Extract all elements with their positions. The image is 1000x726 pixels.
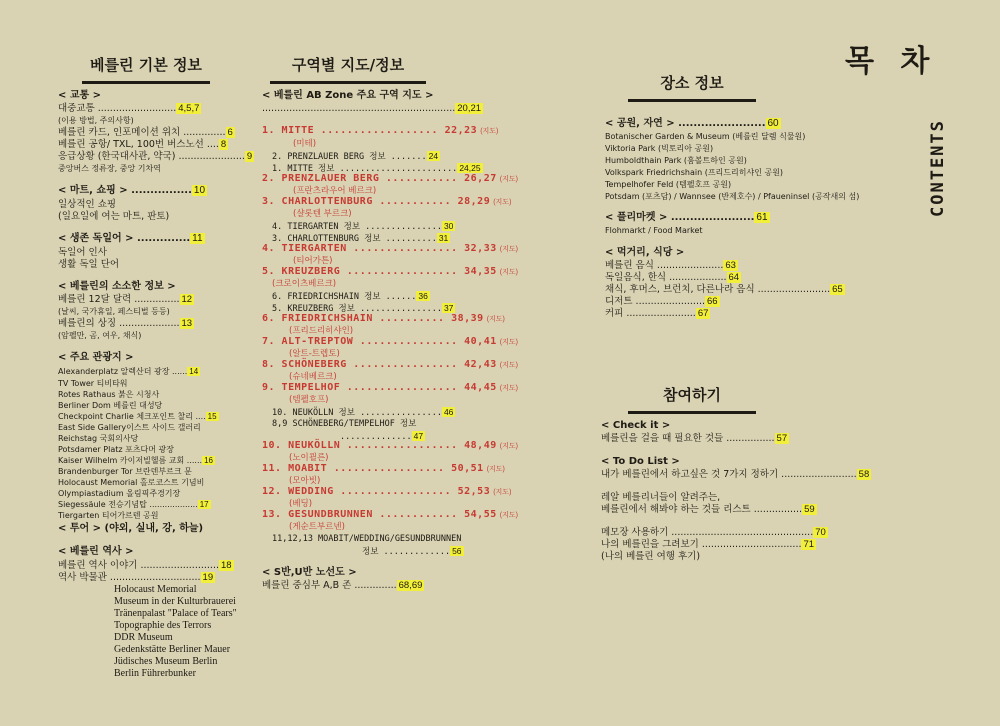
entry-text: (모아빗) [289, 476, 321, 486]
toc-entry [293, 138, 316, 150]
page-number-badge: 65 [832, 284, 843, 295]
map-label: (지도) [493, 489, 512, 496]
toc-entry [601, 492, 720, 504]
page-number-badge: 66 [707, 296, 718, 307]
toc-entry [114, 656, 217, 668]
entry-text: 3. CHARLOTTENBURG ........... 28,29 [262, 196, 491, 207]
map-label: (지도) [499, 443, 518, 450]
entry-text: 13. GESUNDBRUNNEN ............ 54,55 [262, 509, 497, 520]
entry-text: Jüdisches Museum Berlin [114, 656, 218, 667]
entry-text: 메모장 사용하기 ............................................... [601, 527, 814, 538]
entry-text: 베를린의 상징 .................... [58, 318, 180, 329]
toc-entry [289, 521, 345, 533]
heading-underline [628, 411, 756, 414]
entry-text: Viktoria Park (빅토리아 공원) [605, 144, 714, 153]
page-number-badge: 17 [199, 500, 209, 509]
toc-entry [262, 580, 424, 592]
entry-text: Alexanderplatz 알렉산더 광장 ...... [58, 367, 188, 376]
page-number-badge: 19 [202, 572, 214, 583]
entry-text: 베를린 중심부 A,B 존 .............. [262, 580, 397, 591]
entry-text: 독일어 인사 [58, 247, 107, 258]
entry-text: < 먹거리, 식당 > [605, 247, 685, 258]
page-number-badge: 71 [803, 539, 815, 550]
map-label: (지도) [499, 385, 518, 392]
toc-section-title [58, 281, 176, 293]
entry-text: (일요일에 여는 마트, 판토) [58, 211, 170, 222]
entry-text: 6. FRIEDRICHSHAIN .......... 38,39 [262, 313, 484, 324]
toc-entry [58, 366, 200, 378]
toc-entry [272, 418, 416, 430]
entry-text: 1. MITTE 정보 ....................... [272, 164, 458, 174]
entry-text: Topographie des Terrors [114, 620, 212, 631]
entry-text: (베딩) [289, 499, 313, 509]
toc-entry [262, 125, 498, 138]
entry-text: Siegessäule 전승기념탑 ................... [58, 500, 198, 509]
entry-text: 10. NEUKÖLLN ................. 48,49 [262, 440, 497, 451]
entry-text: Holocaust Memorial [114, 584, 197, 595]
page-number-badge: 56 [452, 546, 462, 556]
page-number-badge: 4,5,7 [178, 103, 200, 114]
toc-entry [605, 191, 859, 203]
page-title: 목 차 [845, 44, 938, 79]
toc-entry [293, 208, 352, 220]
entry-text: Holocaust Memorial 홀로코스트 기념비 [58, 478, 205, 487]
page-number-badge: 24,25 [459, 163, 481, 173]
entry-text: 9. TEMPELHOF ................. 44,45 [262, 382, 497, 393]
entry-text: 역사 박물관 .............................. [58, 572, 201, 583]
heading-text: 장소 정보 [660, 74, 724, 92]
toc-entry [58, 151, 254, 163]
page-number-badge: 37 [443, 303, 454, 313]
toc-entry [601, 469, 871, 481]
heading-underline [270, 81, 426, 84]
toc-entry [601, 504, 817, 516]
page-number-badge: 60 [767, 118, 779, 129]
map-label: (지도) [499, 512, 518, 519]
entry-text: Museum in der Kulturbrauerei [114, 596, 236, 607]
toc-section-title [601, 456, 680, 468]
page-number-badge: 8 [220, 139, 227, 150]
entry-text: 베를린을 걸을 때 필요한 것들 ................ [601, 433, 775, 444]
toc-entry [58, 211, 169, 223]
toc-section-title [605, 247, 684, 259]
entry-text: (알트-트렙토) [289, 349, 340, 359]
page-number-badge: 36 [418, 291, 428, 301]
toc-entry [601, 539, 816, 551]
map-label: (지도) [486, 466, 505, 473]
entry-text: (이용 방법, 주의사항) [58, 116, 134, 125]
toc-entry [601, 527, 828, 539]
toc-section-title [58, 523, 203, 535]
entry-text: 3. CHARLOTTENBURG 정보 .......... [272, 234, 437, 244]
map-label: (지도) [499, 269, 518, 276]
entry-text: East Side Gallery이스트 사이드 갤러리 [58, 423, 201, 432]
toc-entry [289, 394, 328, 406]
entry-text: 10. NEUKÖLLN 정보 ................ [272, 408, 442, 418]
toc-entry [114, 620, 211, 632]
toc-entry [601, 433, 789, 445]
toc-entry [58, 306, 170, 318]
entry-text: (날씨, 국가휴일, 페스티벌 등등) [58, 307, 170, 316]
heading-underline [628, 99, 756, 102]
toc-entry [272, 533, 461, 545]
toc-entry [605, 131, 805, 143]
entry-text: Botanischer Garden & Museum (베를린 달렘 식물원) [605, 132, 806, 141]
toc-entry [605, 296, 720, 308]
entry-text: 레알 베를리너들이 알려주는, [601, 492, 721, 503]
toc-entry [114, 668, 196, 680]
entry-text: < 플리마켓 > ...................... [605, 212, 755, 223]
entry-text: 베를린 역사 이야기 .......................... [58, 560, 219, 571]
toc-entry [58, 139, 228, 151]
entry-text: (템펠호프) [289, 395, 329, 405]
entry-text: Berliner Dom 베를린 대성당 [58, 401, 163, 410]
entry-text: 나의 베를린을 그려보기 ................................. [601, 539, 802, 550]
toc-section-title [605, 118, 781, 130]
map-label: (지도) [499, 362, 518, 369]
entry-text: 11,12,13 MOABIT/WEDDING/GESUNDBRUNNEN [272, 534, 462, 544]
toc-section-title [262, 567, 357, 579]
entry-text: 응급상황 (한국대사관, 약국) ...................... [58, 151, 245, 162]
entry-text: < 베를린의 소소한 정보 > [58, 281, 176, 292]
map-label: (지도) [480, 128, 499, 135]
entry-text: 내가 베를린에서 하고싶은 것 7가지 정하기 ......................... [601, 469, 857, 480]
toc-entry [58, 115, 134, 127]
entry-text: < 교통 > [58, 90, 102, 101]
page-number-badge: 15 [207, 412, 217, 421]
heading-underline [82, 81, 210, 84]
entry-text: 커피 ....................... [605, 308, 696, 319]
map-label: (지도) [499, 339, 518, 346]
entry-text: 베를린 음식 ...................... [605, 260, 724, 271]
toc-entry [114, 584, 196, 596]
toc-entry [262, 103, 483, 115]
entry-text: < Check it > [601, 420, 671, 431]
entry-text: Checkpoint Charlie 체크포인트 찰리 .... [58, 412, 206, 421]
map-label: (지도) [499, 246, 518, 253]
page-number-badge: 63 [725, 260, 736, 271]
page-number-badge: 68,69 [398, 580, 423, 591]
page-number-badge: 16 [204, 456, 213, 465]
entry-text: 채식, 후머스, 브런치, 다른나라 음식 ........................ [605, 284, 831, 295]
entry-text: (미테) [293, 139, 317, 149]
entry-text: 7. ALT-TREPTOW ............... 40,41 [262, 336, 497, 347]
toc-entry [58, 510, 159, 522]
entry-text: 베를린 공항/ TXL, 100번 버스노선 .... [58, 139, 219, 150]
entry-text: (샬롯텐 부르크) [293, 209, 352, 219]
entry-text: Berlin Führerbunker [114, 668, 196, 679]
toc-entry [58, 199, 116, 211]
entry-text: 12. WEDDING ................. 52,53 [262, 486, 491, 497]
entry-text: DDR Museum [114, 632, 173, 643]
entry-text: < 베를린 역사 > [58, 546, 134, 557]
entry-text: (프리드리히샤인) [289, 326, 354, 336]
entry-text: (티어가튼) [293, 256, 333, 266]
entry-text: Potsdamer Platz 포츠다머 광장 [58, 445, 175, 454]
toc-section-title [58, 90, 101, 102]
toc-entry [114, 632, 173, 644]
section-heading-participate [628, 384, 756, 414]
entry-text: 11. MOABIT ................. 50,51 [262, 463, 484, 474]
toc-entry [114, 608, 237, 620]
toc-entry [114, 596, 236, 608]
entry-text: Volkspark Friedrichshain (프리드리히샤인 공원) [605, 168, 784, 177]
page-number-badge: 24 [428, 151, 439, 161]
entry-text: 생활 독일 단어 [58, 259, 120, 270]
heading-text: 참여하기 [663, 386, 721, 404]
toc-entry [605, 260, 738, 272]
entry-text: 5. KREUZBERG ................. 34,35 [262, 266, 497, 277]
entry-text: < 투어 > (야외, 실내, 강, 하늘) [58, 523, 204, 534]
entry-text: < 마트, 쇼핑 > ................ [58, 185, 192, 196]
entry-text: 6. FRIEDRICHSHAIN 정보 ...... [272, 292, 417, 302]
page-number-badge: 13 [181, 318, 193, 329]
entry-text: Flohmarkt / Food Market [605, 226, 703, 235]
entry-text: (게순트부르넨) [289, 522, 345, 532]
entry-text: Potsdam (포츠담) / Wannsee (반제호수) / Pfaueninsel (공작새의 섬) [605, 192, 860, 201]
page-number-badge: 47 [413, 431, 424, 441]
page-number-badge: 10 [193, 185, 206, 196]
toc-entry [601, 551, 700, 563]
page-number-badge: 30 [443, 221, 454, 231]
entry-text: 디저트 ....................... [605, 296, 706, 307]
entry-text: 1. MITTE .................. 22,23 [262, 125, 478, 136]
page-number-badge: 14 [189, 367, 199, 376]
section-heading-basic-info [82, 54, 210, 84]
entry-text: Tempelhofer Feld (템펠호프 공원) [605, 180, 732, 189]
page-number-badge: 11 [192, 233, 203, 244]
entry-text: < To Do List > [601, 456, 680, 467]
page-number-badge: 20,21 [457, 103, 482, 114]
entry-text: 2. PRENZLAUER BERG ........... 26,27 [262, 173, 497, 184]
toc-entry [605, 308, 710, 320]
toc-entry [58, 247, 107, 259]
toc-entry [605, 284, 845, 296]
toc-entry [605, 272, 741, 284]
toc-entry [58, 127, 235, 139]
toc-entry [605, 167, 783, 179]
toc-entry [114, 644, 230, 656]
page-number-badge: 6 [227, 127, 233, 138]
map-label: (지도) [499, 176, 518, 183]
toc-entry [58, 572, 215, 584]
toc-entry [58, 318, 194, 330]
toc-entry [58, 163, 161, 175]
page-number-badge: 64 [728, 272, 740, 283]
toc-section-title [601, 420, 670, 432]
entry-text: (나의 베를린 여행 후기) [601, 551, 701, 562]
entry-text: (슈네베르크) [289, 372, 337, 382]
toc-entry [605, 143, 713, 155]
page-number-badge: 12 [181, 294, 193, 305]
entry-text: 정보 ............. [362, 547, 451, 557]
map-label: (지도) [493, 199, 512, 206]
toc-entry [58, 294, 194, 306]
entry-text: 대중교통 .......................... [58, 103, 177, 114]
map-label: (지도) [486, 316, 505, 323]
entry-text: (크로이츠베르크) [272, 279, 337, 289]
toc-entry [605, 225, 703, 237]
heading-text: 구역별 지도/정보 [291, 56, 405, 74]
entry-text: < 베를린 AB Zone 주요 구역 지도 > [262, 90, 434, 101]
toc-section-title [605, 212, 770, 224]
entry-text: .............. [340, 432, 412, 442]
section-heading-district-maps [270, 54, 426, 84]
entry-text: Reichstag 국회의사당 [58, 434, 139, 443]
entry-text: Humboldthain Park (훔볼트하인 공원) [605, 156, 747, 165]
page-number-badge: 18 [221, 560, 232, 571]
page-number-badge: 67 [697, 308, 709, 319]
toc-section-title [262, 90, 433, 102]
toc-section-title [58, 546, 134, 558]
toc-entry [58, 330, 141, 342]
entry-text: Brandenburger Tor 브란덴부르크 문 [58, 467, 192, 476]
toc-entry [58, 259, 119, 271]
entry-text: 베를린에서 해봐야 하는 것들 리스트 ................ [601, 504, 803, 515]
toc-entry [272, 278, 336, 290]
entry-text: 2. PRENZLAUER BERG 정보 ....... [272, 152, 427, 162]
toc-entry [605, 155, 747, 167]
entry-text: Tränenpalast "Palace of Tears" [114, 608, 237, 619]
toc-entry [58, 103, 201, 115]
entry-text: 중앙버스 정류장, 중앙 기차역 [58, 164, 161, 173]
heading-text: 베를린 기본 정보 [90, 56, 202, 74]
entry-text: (노이쾰른) [289, 453, 329, 463]
entry-text: ................................................................ [262, 103, 456, 114]
page-number-badge: 9 [246, 151, 253, 162]
page-number-badge: 58 [858, 469, 870, 480]
page-number-badge: 70 [815, 527, 826, 538]
entry-text: 8,9 SCHÖNEBERG/TEMPELHOF 정보 [272, 419, 417, 429]
entry-text: Olympiastadium 올림픽주경기장 [58, 489, 181, 498]
toc-entry [58, 560, 234, 572]
entry-text: Gedenkstätte Berliner Mauer [114, 644, 231, 655]
entry-text: Kaiser Wilhelm 카이저빌헬름 교회 ...... [58, 456, 203, 465]
section-heading-places [628, 72, 756, 102]
entry-text: 4. TIERGARTEN ................ 32,33 [262, 243, 497, 254]
entry-text: < 생존 독일어 > .............. [58, 233, 191, 244]
entry-text: TV Tower 티비타워 [58, 379, 128, 388]
toc-entry [362, 545, 464, 558]
entry-text: 4. TIERGARTEN 정보 ............... [272, 222, 442, 232]
entry-text: 5. KREUZBERG 정보 ................ [272, 304, 442, 314]
page-number-badge: 59 [804, 504, 815, 515]
entry-text: 베를린 카드, 인포메이션 위치 .............. [58, 127, 226, 138]
entry-text: < 공원, 자연 > ....................... [605, 118, 766, 129]
entry-text: (프란츠라우어 베르크) [293, 186, 377, 196]
toc-entry [605, 179, 731, 191]
entry-text: 8. SCHÖNEBERG ................ 42,43 [262, 359, 497, 370]
entry-text: Rotes Rathaus 붉은 시청사 [58, 390, 160, 399]
entry-text: 일상적인 쇼핑 [58, 199, 117, 210]
page-number-badge: 46 [443, 407, 454, 417]
toc-section-title [58, 352, 134, 364]
toc-section-title [58, 185, 207, 197]
entry-text: < S반,U반 노선도 > [262, 567, 357, 578]
entry-text: (암펠만, 곰, 여우, 채식) [58, 331, 142, 340]
entry-text: 독일음식, 한식 ................... [605, 272, 727, 283]
page-number-badge: 31 [438, 233, 449, 243]
contents-title: CONTENTS [928, 119, 948, 217]
toc-section-title [58, 233, 205, 245]
page-number-badge: 57 [776, 433, 788, 444]
entry-text: < 주요 관광지 > [58, 352, 134, 363]
entry-text: Tiergarten 티어가르텐 공원 [58, 511, 159, 520]
page-number-badge: 61 [756, 212, 768, 223]
entry-text: 베를린 12달 달력 ............... [58, 294, 180, 305]
